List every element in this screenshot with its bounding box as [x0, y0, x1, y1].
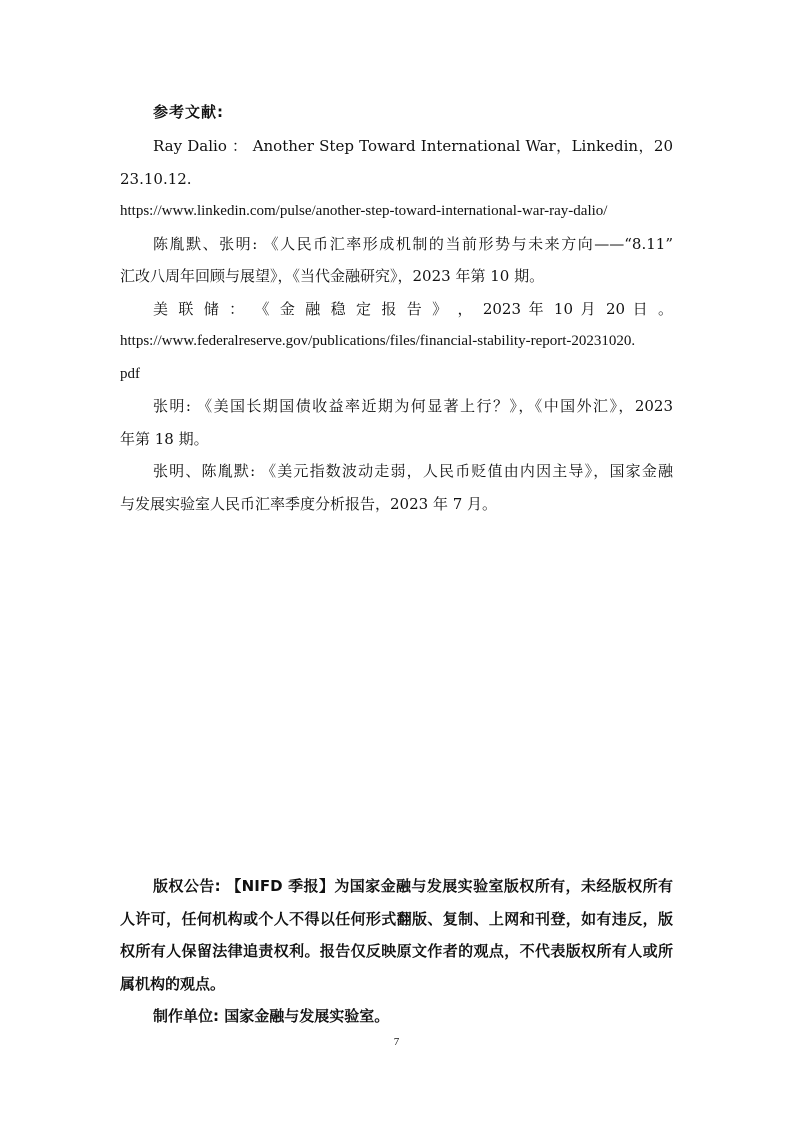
reference-text: 与发展实验室人民币汇率季度分析报告，2023 年 7 月。 [120, 494, 498, 513]
copyright-section [120, 870, 673, 1033]
references-list [120, 130, 673, 520]
page-number: 7 [393, 1036, 400, 1048]
reference-url[interactable]: https://www.linkedin.com/pulse/another-step-toward-international-war-ray-dalio/ [120, 203, 608, 219]
reference-item [120, 293, 673, 391]
reference-url[interactable]: pdf [120, 365, 140, 382]
reference-text: 陈胤默、张明: 《人民币汇率形成机制的当前形势与未来方向——“8.11” [153, 234, 673, 253]
reference-text: 汇改八周年回顾与展望》，《当代金融研究》，2023 年第 10 期。 [120, 267, 545, 285]
reference-text: 美 联 储 ： 《 金 融 稳 定 报 告 》 ， 2023 年 10 月 20 日 。 [153, 299, 673, 318]
reference-text: Ray Dalio ： Another Step Toward International War，Linkedin，2023.10.12. [120, 137, 673, 188]
reference-item [120, 390, 673, 455]
producer-line: 制作单位: 国家金融与发展实验室。 [153, 1007, 390, 1025]
references-heading: 参考文献: [153, 103, 224, 121]
copyright-notice: 版权公告: 【NIFD 季报】为国家金融与发展实验室版权所有，未经版权所有人许可，任何机构或个人不得以任何形式翻版、复制、上网和刊登，如有违反，版权所有人保留法律追责权利。报告仅反映原文作者的观点，不代表版权所有人或所属机构的观点。 [120, 877, 673, 993]
reference-text: 张明、陈胤默: 《美元指数波动走弱，人民币贬值由内因主导》，国家金融 [153, 462, 673, 480]
reference-text: 张明: 《美国长期国债收益率近期为何显著上行？》，《中国外汇》，2023 [153, 397, 673, 415]
reference-url[interactable]: https://www.federalreserve.gov/publications/files/financial-stability-report-20231020. [120, 333, 636, 349]
reference-item [120, 130, 673, 228]
reference-item [120, 228, 673, 293]
reference-text: 年第 18 期。 [120, 429, 209, 448]
reference-item [120, 455, 673, 520]
